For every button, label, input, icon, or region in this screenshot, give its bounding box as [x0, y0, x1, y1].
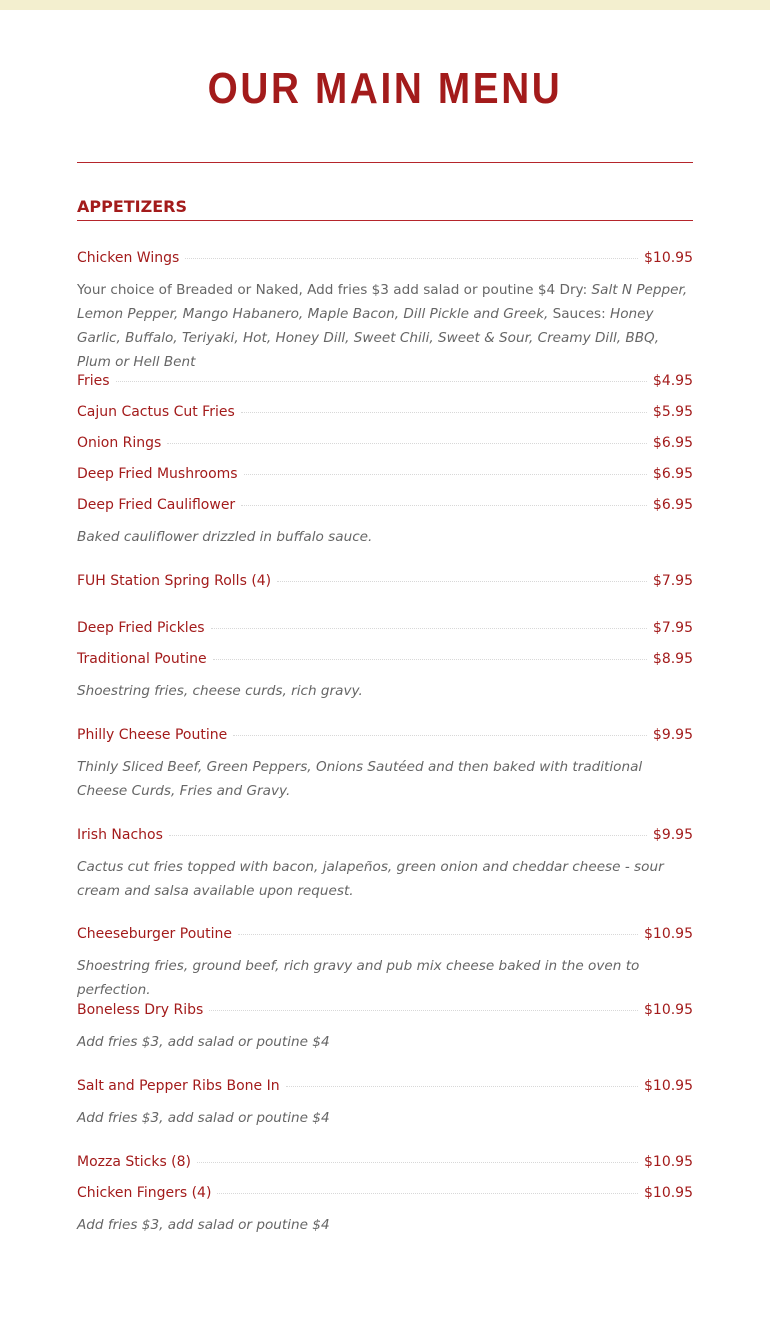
dotted-leader	[167, 443, 647, 444]
menu-item-name: Chicken Fingers (4)	[77, 1185, 212, 1201]
menu-item-description: Shoestring fries, ground beef, rich gravy and pub mix cheese baked in the oven to perfection.	[77, 958, 640, 998]
menu-item-description: Add fries $3, add salad or poutine $4	[77, 1217, 330, 1233]
menu-item-description	[77, 278, 693, 374]
menu-item-price: $7.95	[652, 620, 693, 636]
menu-item-name: Fries	[77, 373, 110, 389]
dotted-leader	[213, 659, 647, 660]
title-divider	[77, 162, 693, 163]
menu-item-price: $9.95	[652, 727, 693, 743]
menu-item	[77, 497, 693, 517]
wings-sauces-label: Sauces:	[548, 306, 610, 322]
dotted-leader	[244, 474, 647, 475]
menu-item-description: Shoestring fries, cheese curds, rich gravy.	[77, 683, 363, 699]
dotted-leader	[197, 1162, 638, 1163]
dotted-leader	[277, 581, 647, 582]
menu-item-price: $6.95	[652, 466, 693, 482]
menu-item	[77, 435, 693, 455]
menu-item-price: $10.95	[644, 1078, 693, 1094]
menu-item-price: $8.95	[652, 651, 693, 667]
menu-item	[77, 926, 693, 946]
menu-item-name: Philly Cheese Poutine	[77, 727, 228, 743]
dotted-leader	[209, 1010, 638, 1011]
wings-dry-flavours: Salt N Pepper, Lemon Pepper, Mango Habanero, Maple Bacon, Dill Pickle and Greek,	[77, 282, 688, 322]
section-heading-appetizers: APPETIZERS	[77, 198, 693, 221]
menu-item-name: Salt and Pepper Ribs Bone In	[77, 1078, 280, 1094]
menu-item	[77, 827, 693, 847]
menu-item-price: $10.95	[644, 926, 693, 942]
menu-item-name: Deep Fried Pickles	[77, 620, 205, 636]
menu-item-name: Deep Fried Cauliflower	[77, 497, 236, 513]
menu-item	[77, 1185, 693, 1205]
dotted-leader	[233, 735, 647, 736]
dotted-leader	[217, 1193, 638, 1194]
menu-item-name: Traditional Poutine	[77, 651, 207, 667]
menu-item-price: $6.95	[652, 497, 693, 513]
menu-item-price: $4.95	[652, 373, 693, 389]
menu-item	[77, 1154, 693, 1174]
dotted-leader	[241, 412, 647, 413]
dotted-leader	[169, 835, 647, 836]
menu-item	[77, 573, 693, 593]
menu-item-price: $9.95	[652, 827, 693, 843]
menu-item-price: $10.95	[644, 1185, 693, 1201]
menu-item-description: Cactus cut fries topped with bacon, jalapeños, green onion and cheddar cheese - sour cream and salsa available upon request.	[77, 859, 664, 899]
menu-item	[77, 620, 693, 640]
menu-item-price: $7.95	[652, 573, 693, 589]
menu-item	[77, 250, 693, 270]
menu-item-name: Cheeseburger Poutine	[77, 926, 233, 942]
menu-item-price: $10.95	[644, 1002, 693, 1018]
dotted-leader	[211, 628, 647, 629]
menu-item	[77, 1002, 693, 1022]
menu-item-name: Onion Rings	[77, 435, 162, 451]
menu-item-name: Cajun Cactus Cut Fries	[77, 404, 235, 420]
menu-item	[77, 727, 693, 747]
menu-item	[77, 1078, 693, 1098]
menu-item-name: Boneless Dry Ribs	[77, 1002, 204, 1018]
top-band	[0, 0, 770, 10]
menu-item-name: Chicken Wings	[77, 250, 180, 266]
menu-item	[77, 373, 693, 393]
page-title: OUR MAIN MENU	[207, 64, 563, 113]
menu-item-name: FUH Station Spring Rolls (4)	[77, 573, 272, 589]
menu-item	[77, 404, 693, 424]
menu-item	[77, 651, 693, 671]
dotted-leader	[116, 381, 647, 382]
menu-item-name: Irish Nachos	[77, 827, 163, 843]
dotted-leader	[286, 1086, 638, 1087]
menu-item-description: Baked cauliflower drizzled in buffalo sauce.	[77, 529, 373, 545]
menu-item-description: Add fries $3, add salad or poutine $4	[77, 1110, 330, 1126]
menu-item-name: Mozza Sticks (8)	[77, 1154, 192, 1170]
menu-item	[77, 466, 693, 486]
menu-item-price: $10.95	[644, 250, 693, 266]
menu-item-price: $6.95	[652, 435, 693, 451]
dotted-leader	[238, 934, 638, 935]
menu-item-price: $5.95	[652, 404, 693, 420]
dotted-leader	[241, 505, 647, 506]
wings-sauce-flavours: Honey Garlic, Buffalo, Teriyaki, Hot, Honey Dill, Sweet Chili, Sweet & Sour, Creamy Dill, BBQ, Plum or Hell Bent	[77, 306, 660, 370]
menu-item-price: $10.95	[644, 1154, 693, 1170]
menu-item-description: Thinly Sliced Beef, Green Peppers, Onions Sautéed and then baked with traditional Cheese Curds, Fries and Gravy.	[77, 759, 643, 799]
menu-item-name: Deep Fried Mushrooms	[77, 466, 238, 482]
menu-item-description: Add fries $3, add salad or poutine $4	[77, 1034, 330, 1050]
wings-intro-text: Your choice of Breaded or Naked, Add fries $3 add salad or poutine $4 Dry:	[77, 282, 592, 298]
dotted-leader	[185, 258, 638, 259]
